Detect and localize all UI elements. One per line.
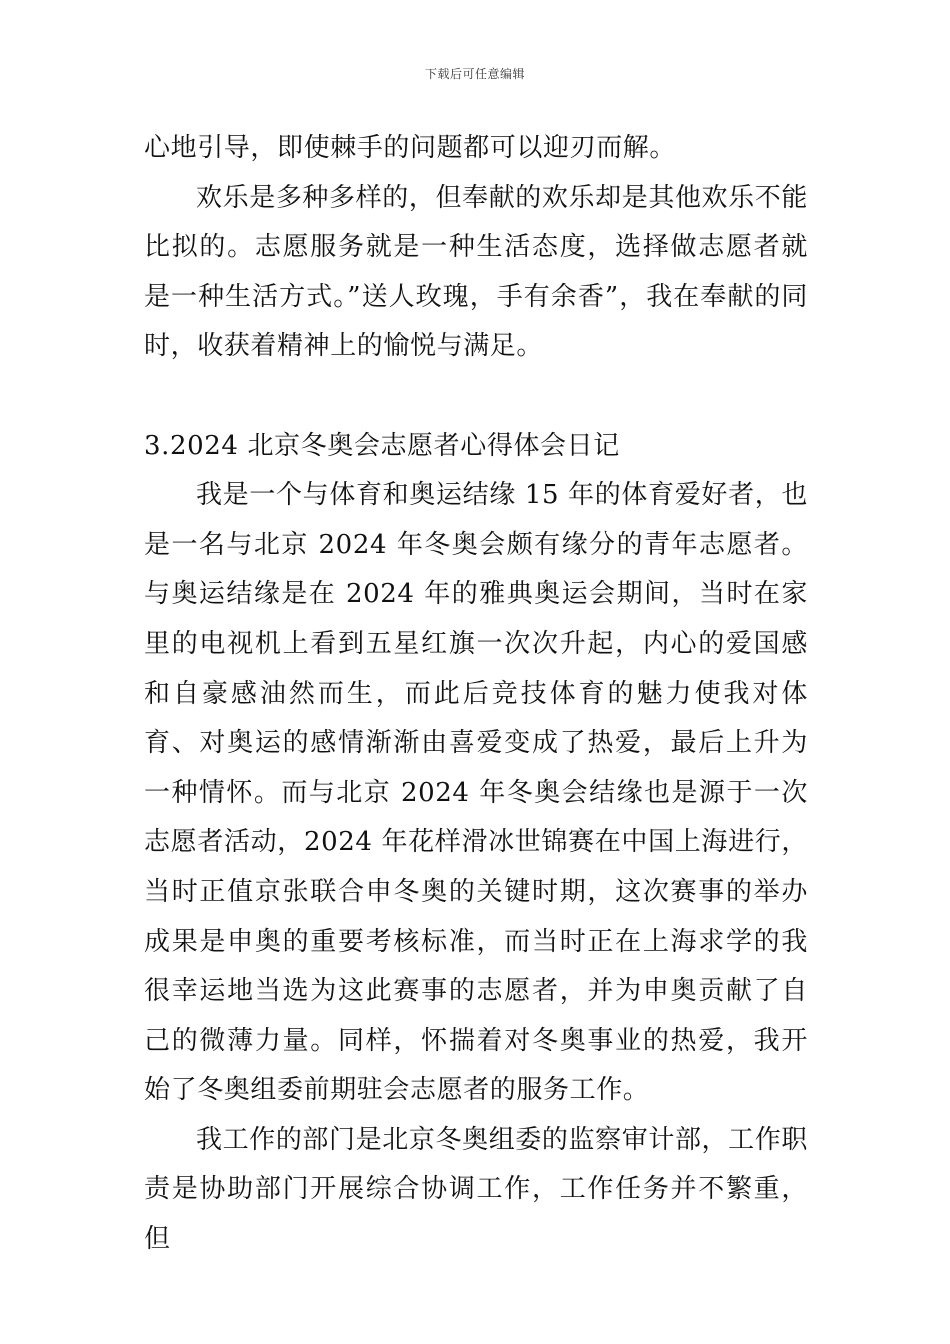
section-heading: 3.2024 北京冬奥会志愿者心得体会日记: [144, 430, 620, 461]
paragraph-olympic-story: 我是一个与体育和奥运结缘 15 年的体育爱好者，也是一名与北京 2024 年冬奥会颇有缘分的青年志愿者。与奥运结缘是在 2024 年的雅典奥运会期间，当时在家里的电视机上看到五星红旗一次次升起，内心的爱国感和自豪感油然而生，而此后竞技体育的魅力使我对体育、对奥运的感情渐渐由喜爱变成了热爱，最后上升为一种情怀。而与北京 2024 年冬奥会结缘也是源于一次志愿者活动，2024 年花样滑冰世锦赛在中国上海进行，当时正值京张联合申冬奥的关键时期，这次赛事的举办成果是申奥的重要考核标准，而当时正在上海求学的我很幸运地当选为这此赛事的志愿者，并为申奥贡献了自己的微薄力量。同样，怀揣着对冬奥事业的热爱，我开始了冬奥组委前期驻会志愿者的服务工作。: [144, 480, 808, 1106]
paragraph-continued: 心地引导，即使棘手的问题都可以迎刃而解。: [144, 133, 677, 163]
page-header-note: 下载后可任意编辑: [424, 67, 525, 81]
paragraph-department-work: 我工作的部门是北京冬奥组委的监察审计部，工作职责是协助部门开展综合协调工作，工作任务并不繁重，但: [144, 1124, 808, 1255]
document-body: [144, 124, 808, 1265]
paragraph-joy-of-dedication: 欢乐是多种多样的，但奉献的欢乐却是其他欢乐不能比拟的。志愿服务就是一种生活态度，选择做志愿者就是一种生活方式。”送人玫瑰，手有余香”，我在奉献的同时，收获着精神上的愉悦与满足。: [144, 182, 808, 362]
